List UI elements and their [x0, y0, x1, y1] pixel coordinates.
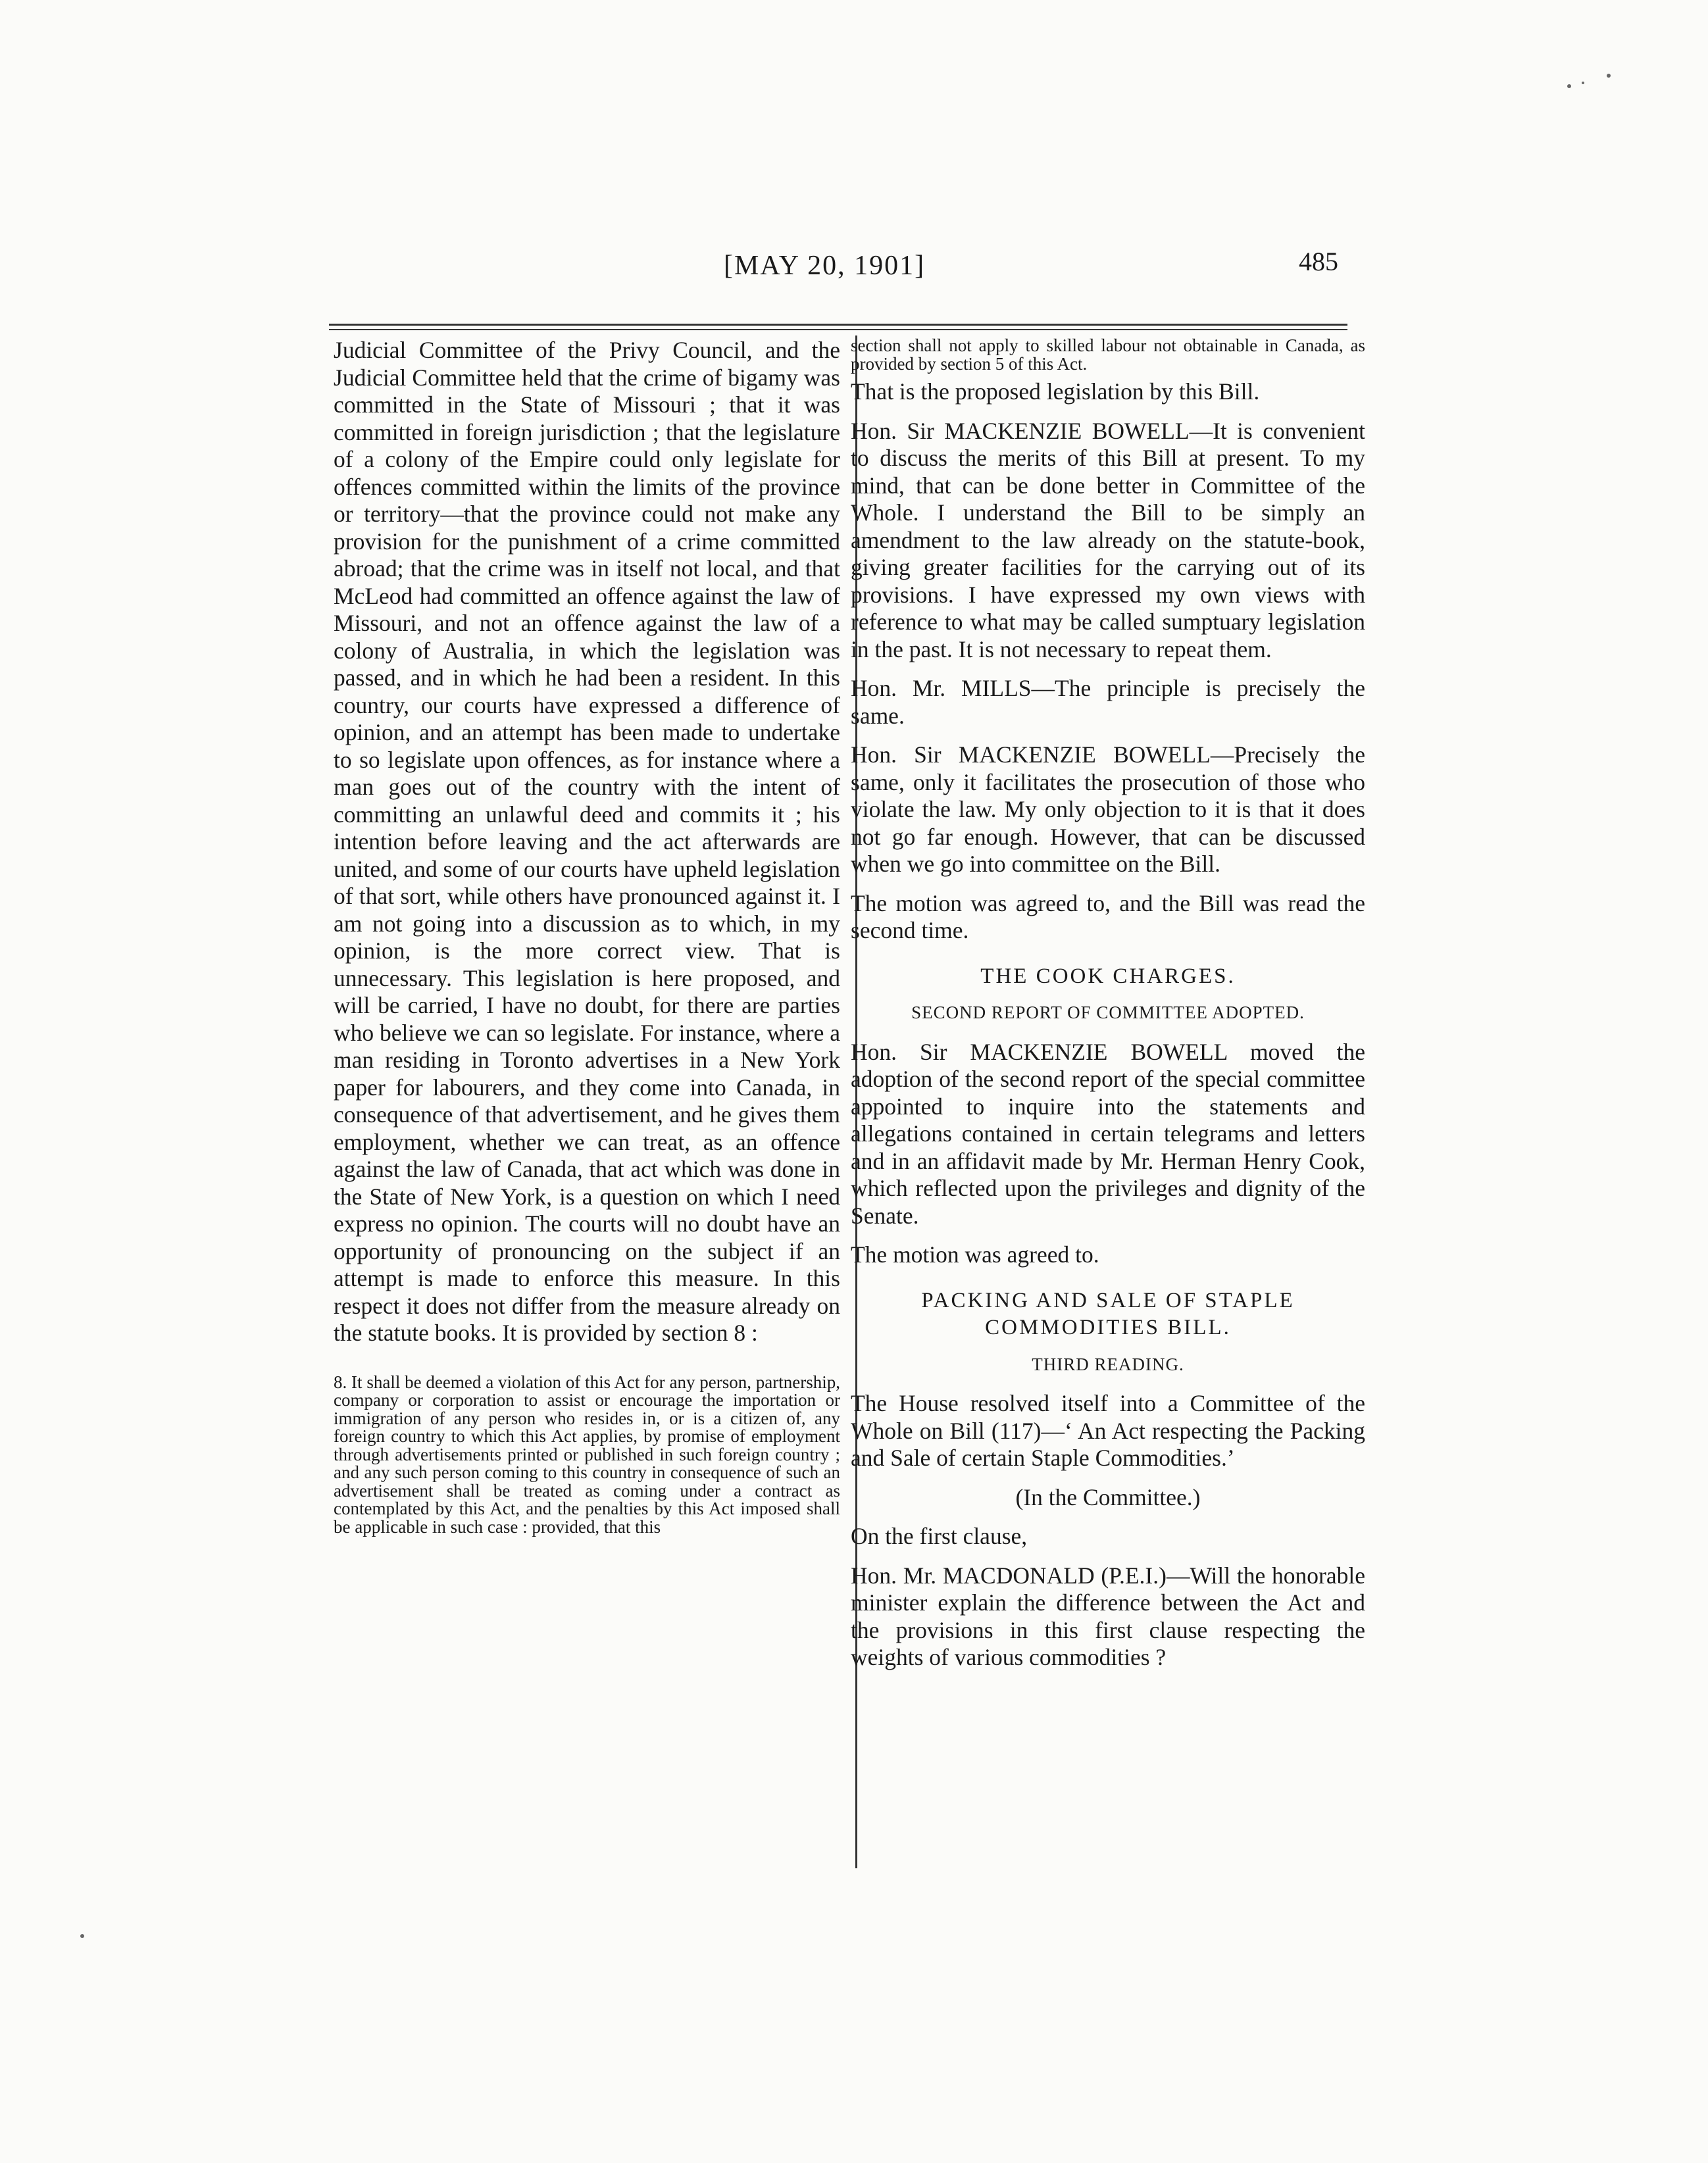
- paragraph: That is the proposed legislation by this Bill.: [851, 378, 1260, 405]
- paragraph: The motion was agreed to.: [851, 1241, 1099, 1268]
- scan-speck: [80, 1934, 84, 1938]
- left-column: [334, 337, 840, 1536]
- header-rule-secondary: [329, 329, 1347, 330]
- scan-speck: [1567, 84, 1571, 88]
- paragraph: The motion was agreed to, and the Bill was read the second time.: [851, 889, 1365, 943]
- right-column: [851, 337, 1365, 1672]
- paragraph: Hon. Sir MACKENZIE BOWELL moved the adoption of the second report of the special committee appointed to inquire into the statements and allegations contained in certain telegrams and letters and in an affidavit made by Mr. Herman Henry Cook, which reflected upon the privileges and dignity of the Senate.: [851, 1038, 1365, 1229]
- page-number: 485: [1299, 247, 1338, 276]
- paragraph: Hon. Mr. MACDONALD (P.E.I.)—Will the honorable minister explain the difference between the Act and the provisions in this first clause respecting the weights of various commodities ?: [851, 1562, 1365, 1670]
- section-heading: PACKING AND SALE OF STAPLE COMMODITIES BILL.: [921, 1288, 1295, 1339]
- section-subheading: SECOND REPORT OF COMMITTEE ADOPTED.: [911, 1003, 1305, 1022]
- section-subheading: THIRD READING.: [1032, 1354, 1184, 1374]
- scan-speck: [1607, 74, 1611, 78]
- statute-quote: 8. It shall be deemed a violation of this Act for any person, partnership, company or corporation to assist or encourage the importation or immigration of any person who resides in, or is a citizen of, any foreign country to which this Act applies, by promise of employment through advertisements printed or published in such foreign country ; and any such person coming to this country in consequence of such an advertisement shall be treated as coming under a contract as contemplated by this Act, and the penalties by this Act imposed shall be applicable in such case : provided, that this: [334, 1372, 840, 1537]
- scan-speck: [1582, 82, 1584, 84]
- paragraph: Hon. Mr. MILLS—The principle is precisely the same.: [851, 675, 1365, 729]
- section-heading: THE COOK CHARGES.: [980, 964, 1236, 988]
- paragraph: On the first clause,: [851, 1523, 1028, 1549]
- paragraph: (In the Committee.): [1015, 1483, 1201, 1510]
- paragraph: The House resolved itself into a Committee of the Whole on Bill (117)—‘ An Act respecting the Packing and Sale of certain Staple Commodities.’: [851, 1390, 1365, 1471]
- left-paragraph: Judicial Committee of the Privy Council, and the Judicial Committee held that the crime of bigamy was committed in the State of Missouri ; that it was committed in foreign jurisdiction ; that the legislature of a colony of the Empire could only legislate for offences committed within the limits of the province or territory—that the province could not make any provision for the punishment of a crime committed abroad; that the crime was in itself not local, and that McLeod had committed an offence against the law of Missouri, and not an offence against the law of a colony of Australia, in which the legislation was passed, and in which he had been a resident. In this country, our courts have expressed a difference of opinion, and an attempt has been made to undertake to so legislate upon offences, as for instance where a man goes out of the country with the intent of committing an unlawful deed and commits it ; his intention before leaving and the act afterwards are united, and some of our courts have upheld legislation of that sort, while others have pronounced against it. I am not going into a discussion as to which, in my opinion, is the more correct view. That is unnecessary. This legislation is here proposed, and will be carried, I have no doubt, for there are parties who believe we can so legislate. For instance, where a man residing in Toronto advertises in a New York paper for labourers, and they come into Canada, in consequence of that advertisement, and he gives them employment, whether we can treat, as an offence against the law of Canada, that act which was done in the State of New York, is a question on which I need express no opinion. The courts will no doubt have an opportunity of pronouncing on the subject if an attempt is made to enforce this measure. In this respect it does not differ from the measure already on the statute books. It is provided by section 8 :: [334, 337, 840, 1346]
- header-rule: [329, 324, 1347, 326]
- header-date: [MAY 20, 1901]: [724, 251, 926, 281]
- paragraph: Hon. Sir MACKENZIE BOWELL—It is convenient to discuss the merits of this Bill at present. To my mind, that can be done better in Committee of the Whole. I understand the Bill to be simply an amendment to the law already on the statute-book, giving greater facilities for the carrying out of its provisions. I have expressed my own views with reference to what may be called sumptuary legislation in the past. It is not necessary to repeat them.: [851, 417, 1365, 662]
- statute-quote-continued: section shall not apply to skilled labour not obtainable in Canada, as provided by section 5 of this Act.: [851, 336, 1365, 374]
- paragraph: Hon. Sir MACKENZIE BOWELL—Precisely the same, only it facilitates the prosecution of those who violate the law. My only objection to it is that it does not go far enough. However, that can be discussed when we go into committee on the Bill.: [851, 741, 1365, 877]
